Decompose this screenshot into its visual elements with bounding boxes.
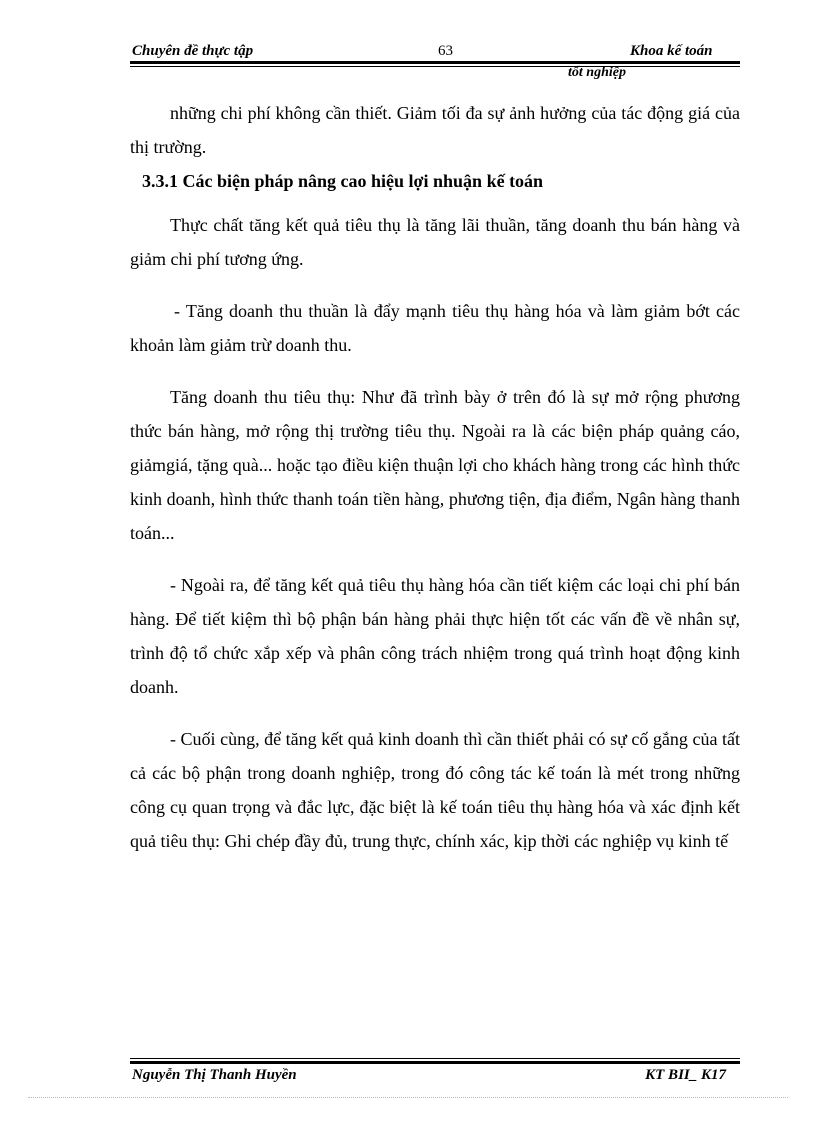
footer-class-code: KT BII_ K17 — [645, 1067, 726, 1083]
page-bottom-edge — [28, 1097, 788, 1098]
paragraph-1: những chi phí không cần thiết. Giảm tối đa sự ảnh hưởng của tác động giá của thị trường. — [130, 103, 740, 157]
header-department: Khoa kế toán — [630, 43, 713, 59]
section-heading: 3.3.1 Các biện pháp nâng cao hiệu lợi nhuận kế toán — [142, 171, 544, 191]
header-rule-thick — [130, 61, 740, 64]
page-footer — [130, 1058, 740, 1088]
page-number: 63 — [438, 43, 453, 59]
footer-author: Nguyễn Thị Thanh Huyền — [132, 1067, 297, 1083]
footer-rule-thick — [130, 1061, 740, 1064]
header-document-type: Chuyên đề thực tập — [132, 43, 254, 59]
paragraph-2: Thực chất tăng kết quả tiêu thụ là tăng lãi thuần, tăng doanh thu bán hàng và giảm chi phí tương ứng. — [130, 215, 740, 269]
page-header — [130, 40, 740, 82]
paragraph-6: - Cuối cùng, để tăng kết quả kinh doanh thì cần thiết phải có sự cố gắng của tất cả các bộ phận trong doanh nghiệp, trong đó công tác kế toán là mét trong những công cụ quan trọng và đắc lực, đặc biệt là kế toán tiêu thụ hàng hóa và xác định kết quả tiêu thụ: Ghi chép đầy đủ, trung thực, chính xác, kịp thời các nghiệp vụ kinh tế — [130, 729, 740, 851]
footer-rule-thin — [130, 1058, 740, 1059]
paragraph-4: Tăng doanh thu tiêu thụ: Như đã trình bày ở trên đó là sự mở rộng phương thức bán hàng, mở rộng thị trường tiêu thụ. Ngoài ra là các biện pháp quảng cáo, giảmgiá, tặng quà... hoặc tạo điều kiện thuận lợi cho khách hàng trong các hình thức kinh doanh, hình thức thanh toán tiền hàng, phương tiện, địa điểm, Ngân hàng thanh toán... — [130, 387, 740, 543]
paragraph-3: - Tăng doanh thu thuần là đẩy mạnh tiêu thụ hàng hóa và làm giảm bớt các khoản làm giảm trừ doanh thu. — [130, 301, 740, 355]
header-rule-thin — [130, 66, 740, 67]
document-body — [130, 96, 740, 876]
paragraph-5: - Ngoài ra, để tăng kết quả tiêu thụ hàng hóa cần tiết kiệm các loại chi phí bán hàng. Để tiết kiệm thì bộ phận bán hàng phải thực hiện tốt các vấn đề về nhân sự, trình độ tổ chức xắp xếp và phân công trách nhiệm trong quá trình hoạt động kinh doanh. — [130, 575, 740, 697]
header-department-continued: tốt nghiệp — [568, 65, 626, 80]
